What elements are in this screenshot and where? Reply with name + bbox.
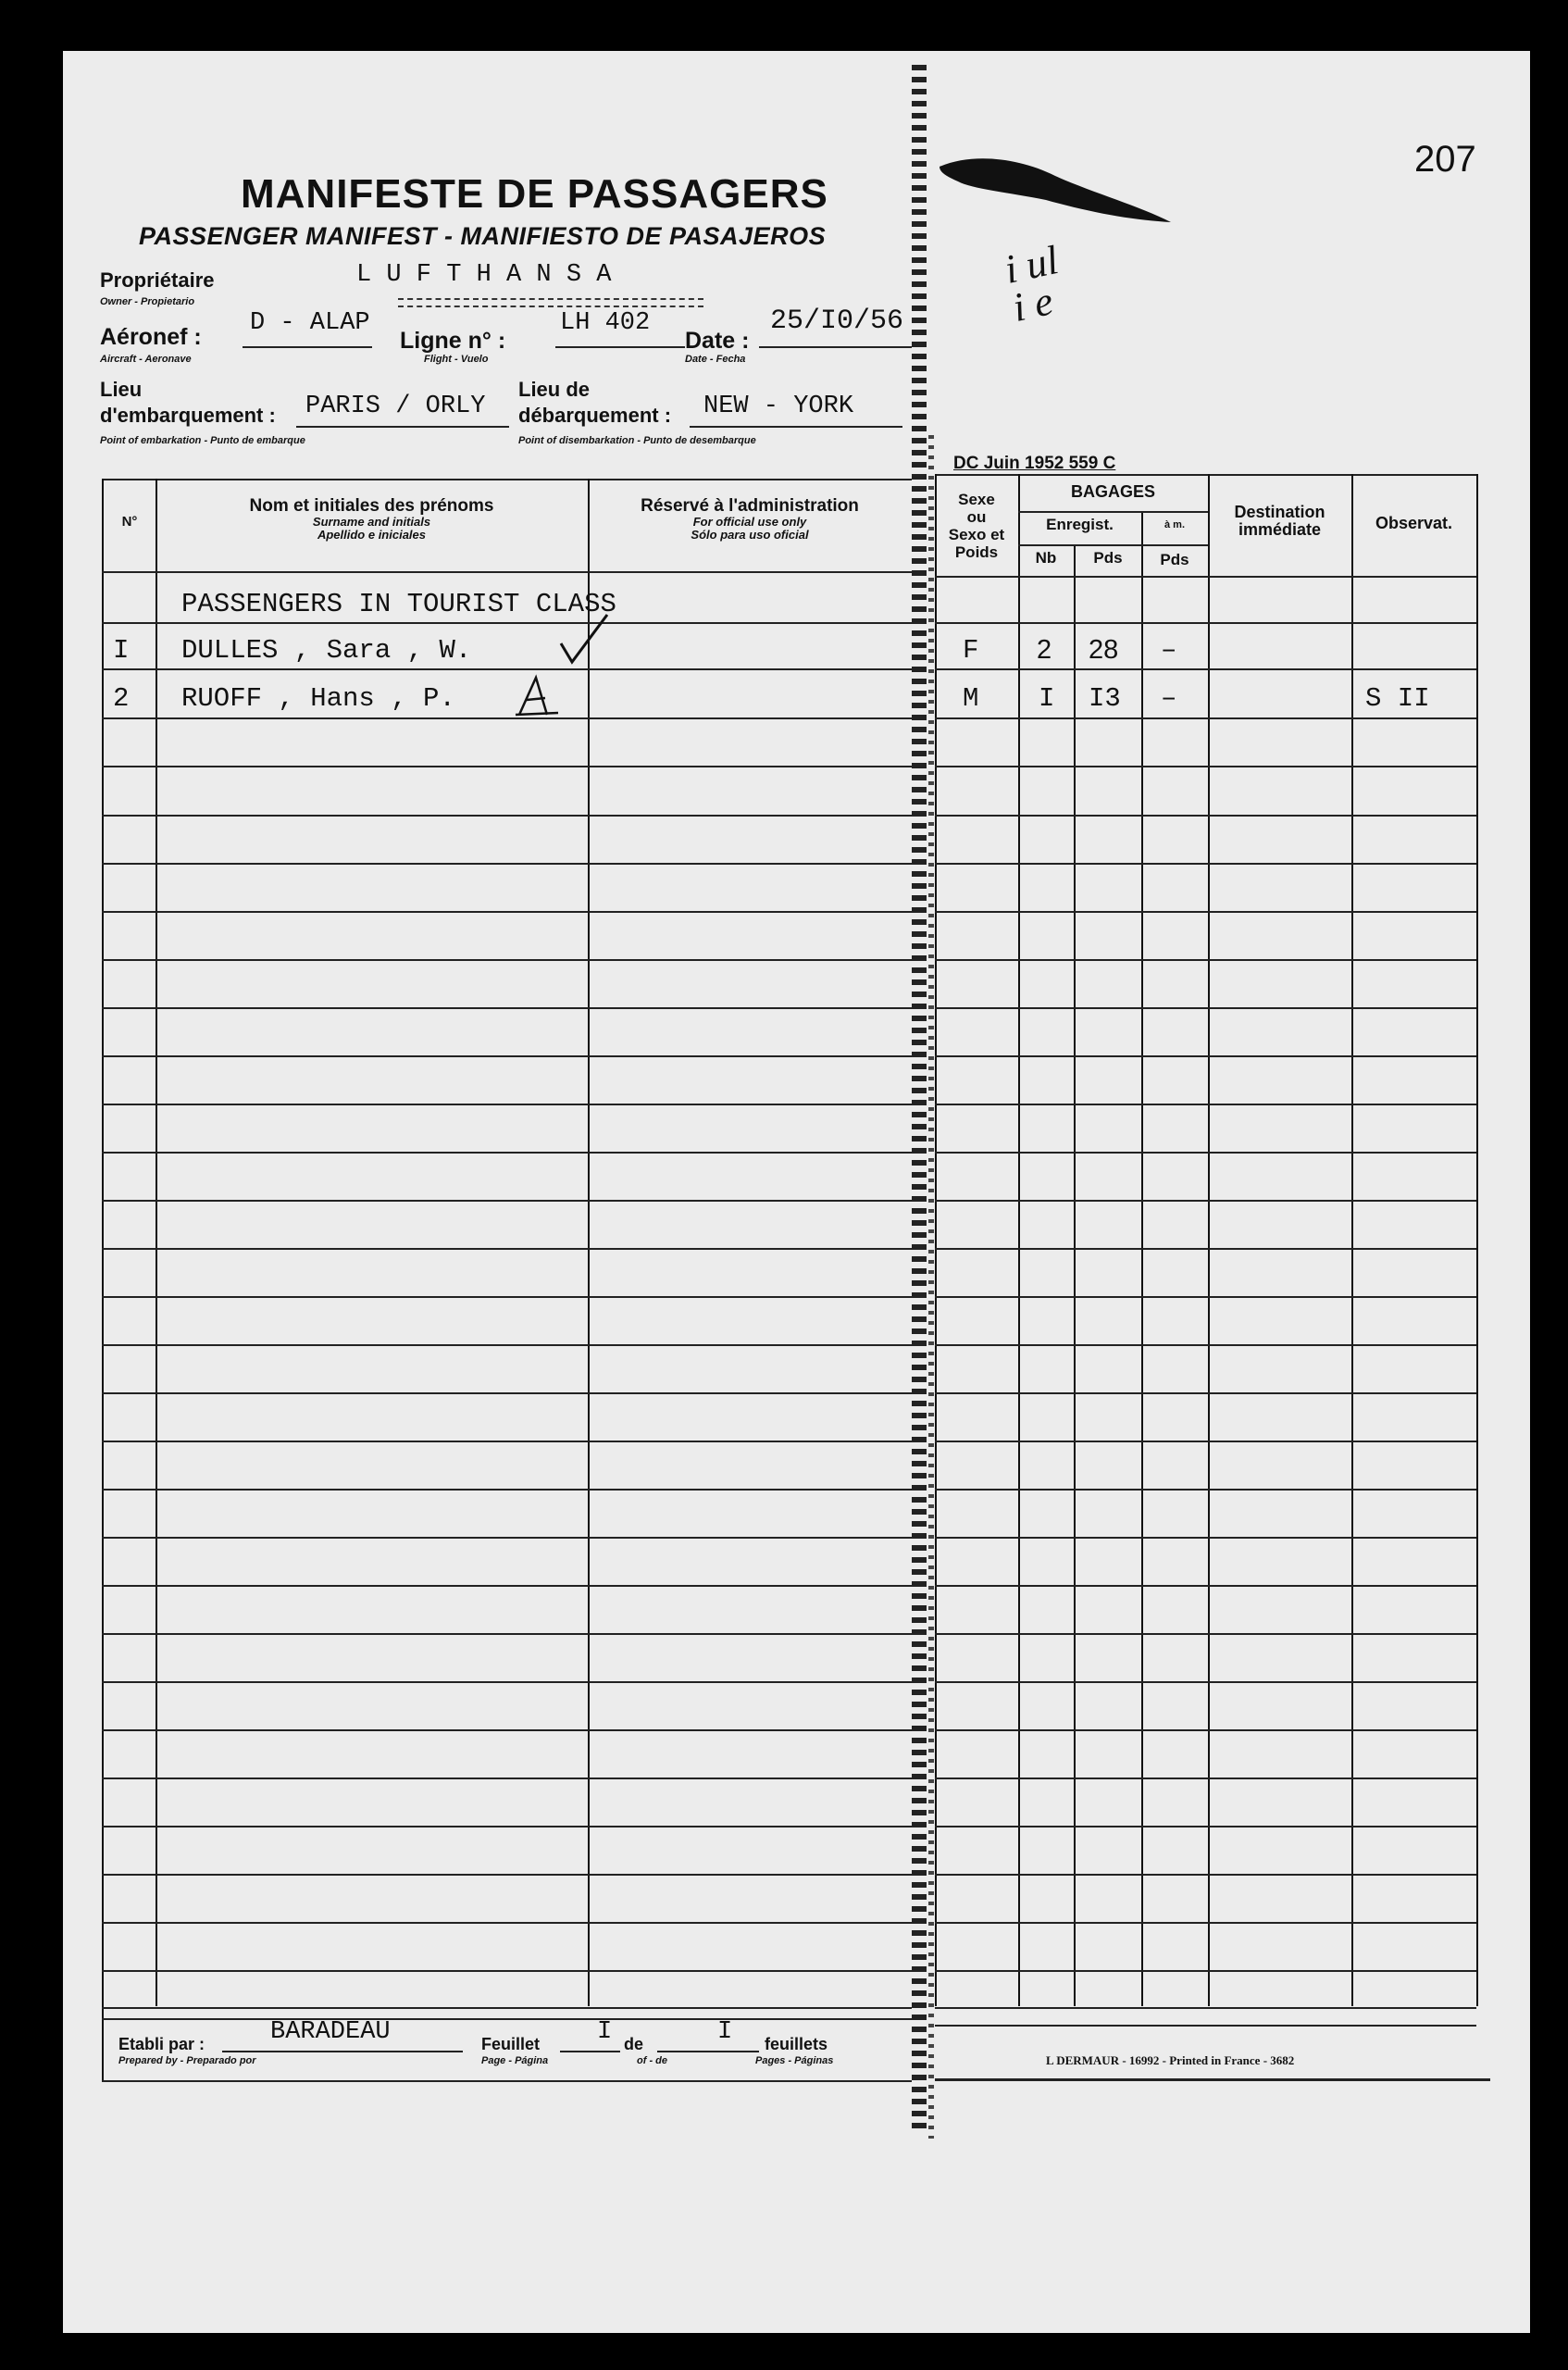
row-line xyxy=(102,717,912,719)
page-number: 207 xyxy=(1414,139,1476,180)
left-header-bottom xyxy=(102,571,912,573)
row-line xyxy=(935,2007,1476,2009)
form-subtitle: PASSENGER MANIFEST - MANIFIESTO DE PASAJEROS xyxy=(139,222,827,250)
row-line xyxy=(935,911,1476,913)
row-line xyxy=(102,1489,912,1491)
row-line xyxy=(102,1441,912,1442)
date-sublabel: Date - Fecha xyxy=(685,354,746,365)
section-label: PASSENGERS IN TOURIST CLASS xyxy=(181,589,616,619)
row-line xyxy=(102,959,912,961)
row-line xyxy=(935,1922,1476,1924)
checkmark-icon xyxy=(555,611,611,667)
col-hand-pds-header: Pds xyxy=(1160,551,1189,568)
row-line xyxy=(102,1296,912,1298)
prepared-by-label: Etabli par : xyxy=(118,2035,205,2053)
passenger-2-name: RUOFF , Hans , P. xyxy=(181,683,455,714)
row-line xyxy=(102,1200,912,1202)
aircraft-underline xyxy=(243,346,372,348)
row-line xyxy=(102,1007,912,1009)
row-line xyxy=(935,1344,1476,1346)
disembarkation-underline xyxy=(690,426,902,428)
row-line xyxy=(102,1778,912,1779)
col-destination-header: Destination immédiate xyxy=(1234,503,1325,539)
row-line xyxy=(102,1826,912,1827)
row-line xyxy=(935,1729,1476,1731)
disembarkation-label-2: débarquement : xyxy=(518,404,672,427)
col-nb-header: Nb xyxy=(1035,549,1057,567)
passenger-1-baggage-count: 2 xyxy=(1037,635,1052,665)
row-line xyxy=(102,1248,912,1250)
passenger-2-baggage-weight: I3 xyxy=(1089,683,1121,714)
row-line xyxy=(102,1729,912,1731)
row-line xyxy=(935,1007,1476,1009)
footer-bottom-line xyxy=(102,2080,912,2082)
flight-sublabel: Flight - Vuelo xyxy=(424,354,489,365)
aircraft-sublabel: Aircraft - Aeronave xyxy=(100,354,192,365)
passenger-1-name: DULLES , Sara , W. xyxy=(181,635,472,666)
row-line xyxy=(935,622,1476,624)
row-line xyxy=(935,959,1476,961)
page-value: I xyxy=(597,2018,613,2046)
col-remarks-header: Observat. xyxy=(1375,514,1453,532)
passenger-2-no: 2 xyxy=(113,683,130,714)
col-pds-header: Pds xyxy=(1093,549,1123,567)
row-line xyxy=(935,1296,1476,1298)
row-line xyxy=(935,1200,1476,1202)
page-underline xyxy=(560,2051,620,2052)
disembarkation-value: NEW - YORK xyxy=(703,393,854,420)
right-footer-line xyxy=(935,2025,1476,2027)
of-underline xyxy=(657,2051,759,2052)
row-line xyxy=(935,1633,1476,1635)
hand-column-divider xyxy=(1208,474,1210,2006)
row-line xyxy=(102,622,912,624)
col-baggage-header: BAGAGES xyxy=(1070,482,1155,501)
form-code: DC Juin 1952 559 C xyxy=(953,454,1116,473)
row-line xyxy=(102,863,912,865)
row-line xyxy=(935,863,1476,865)
footer-top-line xyxy=(102,2018,912,2020)
row-line xyxy=(102,1681,912,1683)
col-registered-header: Enregist. xyxy=(1046,516,1114,533)
row-line xyxy=(935,1392,1476,1394)
row-line xyxy=(935,1970,1476,1972)
flight-underline xyxy=(555,346,685,348)
row-line xyxy=(102,1392,912,1394)
of-label: de xyxy=(624,2035,644,2053)
pds-column-divider xyxy=(1141,511,1143,2006)
bagages-header-line xyxy=(1018,511,1208,513)
prepared-by-sublabel: Prepared by - Preparado por xyxy=(118,2055,256,2066)
of-value: I xyxy=(717,2018,733,2046)
perforation-strip-2 xyxy=(928,435,934,2139)
col-sex-header: Sexe ou Sexo et Poids xyxy=(948,491,1005,562)
passenger-2-baggage-count: I xyxy=(1039,683,1055,714)
passenger-2-remarks: S II xyxy=(1365,683,1430,714)
col-name-header: Nom et initiales des prénoms xyxy=(249,496,494,516)
aircraft-label: Aéronef : xyxy=(100,324,202,350)
row-line xyxy=(102,1152,912,1154)
col-name-subheader: Surname and initials Apellido e iniciales xyxy=(312,514,431,543)
embarkation-label-1: Lieu xyxy=(100,378,143,401)
perforation-strip xyxy=(912,65,927,2129)
disembarkation-label-1: Lieu de xyxy=(518,378,591,401)
row-line xyxy=(935,1874,1476,1876)
row-line xyxy=(102,1585,912,1587)
row-line xyxy=(102,1970,912,1972)
nb-column-divider xyxy=(1074,544,1076,2006)
page-label: Feuillet xyxy=(481,2035,541,2053)
handwritten-a-mark xyxy=(514,674,562,718)
embarkation-label-2: d'embarquement : xyxy=(100,404,276,427)
col-admin-subheader: For official use only Sólo para uso oficial xyxy=(691,514,809,543)
row-line xyxy=(935,1152,1476,1154)
row-line xyxy=(935,815,1476,817)
row-line xyxy=(102,766,912,767)
passenger-2-hand-baggage: – xyxy=(1161,683,1177,714)
row-line xyxy=(935,668,1476,670)
prepared-by-value: BARADEAU xyxy=(270,2018,391,2046)
row-line xyxy=(102,1874,912,1876)
passenger-1-sex: F xyxy=(963,635,979,666)
ink-blot-mark xyxy=(935,148,1176,231)
passenger-2-sex: M xyxy=(963,683,979,714)
row-line xyxy=(102,1344,912,1346)
sex-column-divider xyxy=(1018,474,1020,2006)
col-admin-header: Réservé à l'administration xyxy=(641,496,859,516)
right-table-right-edge xyxy=(1476,474,1478,2006)
disembarkation-sublabel: Point of disembarkation - Punto de desembarque xyxy=(518,435,756,446)
prepared-by-underline xyxy=(222,2051,463,2052)
right-table-left-edge xyxy=(935,474,937,2006)
right-header-bottom xyxy=(935,576,1476,578)
registered-header-line xyxy=(1018,544,1208,546)
row-line xyxy=(935,1681,1476,1683)
passenger-1-no: I xyxy=(113,635,130,666)
row-line xyxy=(935,1585,1476,1587)
page-sublabel: Page - Página xyxy=(481,2055,549,2066)
left-table-top xyxy=(102,479,912,480)
row-line xyxy=(935,1489,1476,1491)
form-title: MANIFESTE DE PASSAGERS xyxy=(241,171,828,217)
owner-underline xyxy=(398,298,703,307)
right-footer-bottom xyxy=(935,2078,1490,2081)
pages-label: feuillets xyxy=(765,2035,828,2053)
row-line xyxy=(935,1104,1476,1105)
row-line xyxy=(102,668,912,670)
row-line xyxy=(935,1826,1476,1827)
of-sublabel: of - de xyxy=(637,2055,667,2066)
printer-imprint: L DERMAUR - 16992 - Printed in France - 3682 xyxy=(1046,2053,1295,2067)
flight-value: LH 402 xyxy=(560,309,651,337)
owner-label: Propriétaire xyxy=(100,268,215,292)
aircraft-value: D - ALAP xyxy=(250,309,370,337)
embarkation-sublabel: Point of embarkation - Punto de embarque xyxy=(100,435,305,446)
row-line xyxy=(102,1633,912,1635)
row-line xyxy=(102,2007,912,2009)
row-line xyxy=(102,815,912,817)
date-label: Date : xyxy=(685,328,750,354)
col-name-header-group xyxy=(157,497,586,543)
row-line xyxy=(102,1104,912,1105)
handwritten-note: i ul i e xyxy=(1001,237,1063,331)
pages-sublabel: Pages - Páginas xyxy=(755,2055,834,2066)
destination-column-divider xyxy=(1351,474,1353,2006)
row-line xyxy=(935,1537,1476,1539)
col-hand-header: à m. xyxy=(1164,519,1185,530)
owner-value: L U F T H A N S A xyxy=(356,261,612,289)
row-line xyxy=(935,717,1476,719)
date-underline xyxy=(759,346,912,348)
col-admin-header-group xyxy=(590,497,910,543)
row-line xyxy=(102,1922,912,1924)
row-line xyxy=(935,766,1476,767)
passenger-1-hand-baggage: – xyxy=(1161,635,1177,666)
flight-label: Ligne n° : xyxy=(400,328,506,354)
row-line xyxy=(935,1441,1476,1442)
row-line xyxy=(935,1055,1476,1057)
row-line xyxy=(102,1055,912,1057)
owner-sublabel: Owner - Propietario xyxy=(100,296,195,307)
row-line xyxy=(935,1778,1476,1779)
embarkation-value: PARIS / ORLY xyxy=(305,393,486,420)
passenger-1-baggage-weight: 28 xyxy=(1089,635,1119,665)
embarkation-underline xyxy=(296,426,509,428)
right-table-top xyxy=(935,474,1476,476)
row-line xyxy=(935,1248,1476,1250)
col-no-header: N° xyxy=(121,514,138,530)
row-line xyxy=(102,1537,912,1539)
row-line xyxy=(102,911,912,913)
date-value: 25/I0/56 xyxy=(770,306,904,337)
